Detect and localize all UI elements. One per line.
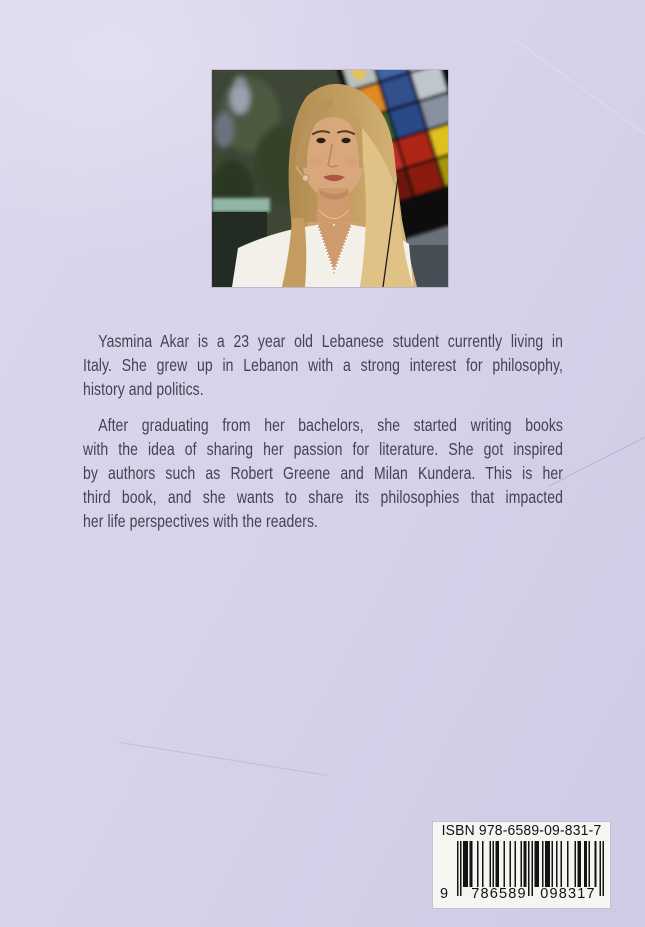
isbn-label: ISBN 978-6589-09-831-7: [441, 823, 602, 839]
barcode-digits: [440, 886, 604, 904]
headset-microphone-icon: [302, 175, 309, 182]
bio-line: her life perspectives with the readers.: [83, 511, 319, 531]
bio-line: third book, and she wants to share its philosophies that impacted: [83, 487, 563, 507]
paper-crease: [507, 34, 645, 135]
bio-line: After graduating from her bachelors, she started writing books: [98, 415, 563, 435]
barcode-digit-group1: 786589: [471, 886, 527, 902]
paper-crease: [120, 742, 328, 776]
author-bio: [83, 329, 563, 533]
bio-line: with the idea of sharing her passion for literature. She got inspired: [83, 439, 563, 459]
bio-paragraph-1: [83, 329, 563, 401]
bio-paragraph-2: [83, 413, 563, 533]
author-photo-graphic: [212, 70, 448, 287]
barcode-digit-leading: 9: [440, 886, 450, 902]
blush-right: [345, 158, 359, 167]
author-photo: [212, 70, 448, 287]
right-eye: [341, 138, 350, 143]
barcode-digit-group2: 098317: [540, 886, 596, 902]
bio-line: history and politics.: [83, 379, 204, 399]
left-eye: [316, 138, 325, 143]
pendant: [333, 224, 335, 226]
bio-line: Italy. She grew up in Lebanon with a strong interest for philosophy,: [83, 355, 563, 375]
isbn-barcode: [433, 822, 610, 908]
bio-line: by authors such as Robert Greene and Milan Kundera. This is her: [83, 463, 563, 483]
bio-line: Yasmina Akar is a 23 year old Lebanese student currently living in: [98, 331, 563, 351]
blush-left: [308, 158, 322, 167]
